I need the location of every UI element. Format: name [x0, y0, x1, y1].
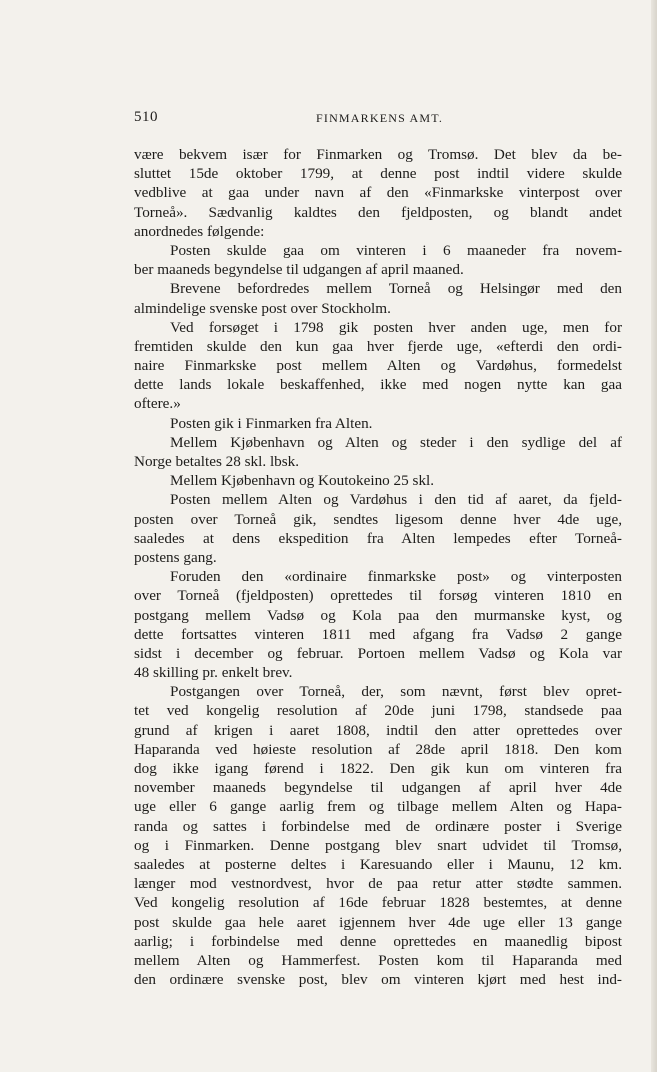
- text-line: postgang mellem Vadsø og Kola paa den murmanske kyst, og: [134, 606, 622, 624]
- body-text: [134, 145, 622, 989]
- text-line: længer mod vestnordvest, hvor de paa retur atter stødte sammen.: [134, 875, 622, 893]
- text-line: over Torneå (fjeldposten) oprettedes til forsøg vinteren 1810 en: [134, 587, 622, 605]
- text-line: dette lands lokale beskaffenhed, ikke med nogen nytte kan gaa: [134, 376, 622, 394]
- text-line: saaledes at posterne deltes i Karesuando eller i Maunu, 12 km.: [134, 855, 622, 873]
- text-line: dette fortsattes vinteren 1811 med afgang fra Vadsø 2 gange: [134, 625, 622, 643]
- text-line: 48 skilling pr. enkelt brev.: [134, 664, 293, 682]
- text-line: post skulde gaa hele aaret igjennem hver 4de uge eller 13 gange: [134, 913, 622, 931]
- text-line: Ved kongelig resolution af 16de februar 1828 bestemtes, at denne: [134, 894, 622, 912]
- text-line: den ordinære svenske post, blev om vinteren kjørt med hest ind-: [134, 971, 622, 989]
- text-line: Ved forsøget i 1798 gik posten hver anden uge, men for: [170, 318, 622, 336]
- text-line: postens gang.: [134, 548, 217, 566]
- text-line: Posten skulde gaa om vinteren i 6 maaneder fra novem-: [170, 241, 622, 259]
- text-line: almindelige svenske post over Stockholm.: [134, 299, 391, 317]
- text-line: anordnedes følgende:: [134, 222, 265, 240]
- text-line: grund af krigen i aaret 1808, indtil den atter oprettedes over: [134, 721, 622, 739]
- text-line: fremtiden skulde den kun gaa hver fjerde uge, «efterdi den ordi-: [134, 337, 622, 355]
- text-line: Postgangen over Torneå, der, som nævnt, først blev opret-: [170, 683, 622, 701]
- text-line: Posten gik i Finmarken fra Alten.: [170, 414, 373, 432]
- text-line: november maaneds begyndelse til udgangen af april hver 4de: [134, 779, 622, 797]
- text-line: Posten mellem Alten og Vardøhus i den tid af aaret, da fjeld-: [170, 491, 622, 509]
- text-line: Haparanda ved høieste resolution af 28de april 1818. Den kom: [134, 740, 622, 758]
- text-line: saaledes at dens ekspedition fra Alten lempedes efter Torneå-: [134, 529, 622, 547]
- running-head: FINMARKENS AMT.: [316, 111, 444, 125]
- text-line: aarlig; i forbindelse med denne oprettedes en maanedlig bipost: [134, 932, 622, 950]
- page-header: [134, 109, 622, 131]
- text-line: naire Finmarkske post mellem Alten og Vardøhus, formedelst: [134, 357, 622, 375]
- page-number: 510: [134, 109, 158, 125]
- text-line: sidst i december og februar. Portoen mellem Vadsø og Kola var: [134, 644, 622, 662]
- text-line: og i Finmarken. Denne postgang blev snart udvidet til Tromsø,: [134, 836, 622, 854]
- text-line: ber maaneds begyndelse til udgangen af april maaned.: [134, 261, 464, 279]
- text-line: tet ved kongelig resolution af 20de juni 1798, standsede paa: [134, 702, 622, 720]
- text-line: Norge betaltes 28 skl. lbsk.: [134, 453, 300, 470]
- text-line: oftere.»: [134, 395, 181, 413]
- text-line: Foruden den «ordinaire finmarkske post» og vinterposten: [170, 568, 622, 586]
- text-line: posten over Torneå gik, sendtes ligesom denne hver 4de uge,: [134, 510, 622, 528]
- text-line: sluttet 15de oktober 1799, at denne post indtil videre skulde: [134, 165, 622, 183]
- page-edge-shadow: [651, 0, 657, 1072]
- text-line: Torneå». Sædvanlig kaldtes den fjeldposten, og blandt andet: [134, 203, 622, 221]
- text-line: Mellem Kjøbenhavn og Alten og steder i den sydlige del af: [170, 433, 622, 451]
- text-line: være bekvem især for Finmarken og Tromsø. Det blev da be-: [134, 146, 622, 163]
- text-line: randa og sattes i forbindelse med de ordinære poster i Sverige: [134, 817, 622, 835]
- text-line: uge eller 6 gange aarlig frem og tilbage mellem Alten og Hapa-: [134, 798, 622, 816]
- text-line: dog ikke igang førend i 1822. Den gik kun om vinteren fra: [134, 760, 622, 777]
- text-line: Mellem Kjøbenhavn og Koutokeino 25 skl.: [170, 472, 435, 490]
- text-line: vedblive at gaa under navn af den «Finmarkske vinterpost over: [134, 184, 622, 202]
- text-line: Brevene befordredes mellem Torneå og Helsingør med den: [170, 280, 622, 298]
- text-line: mellem Alten og Hammerfest. Posten kom til Haparanda med: [134, 951, 622, 969]
